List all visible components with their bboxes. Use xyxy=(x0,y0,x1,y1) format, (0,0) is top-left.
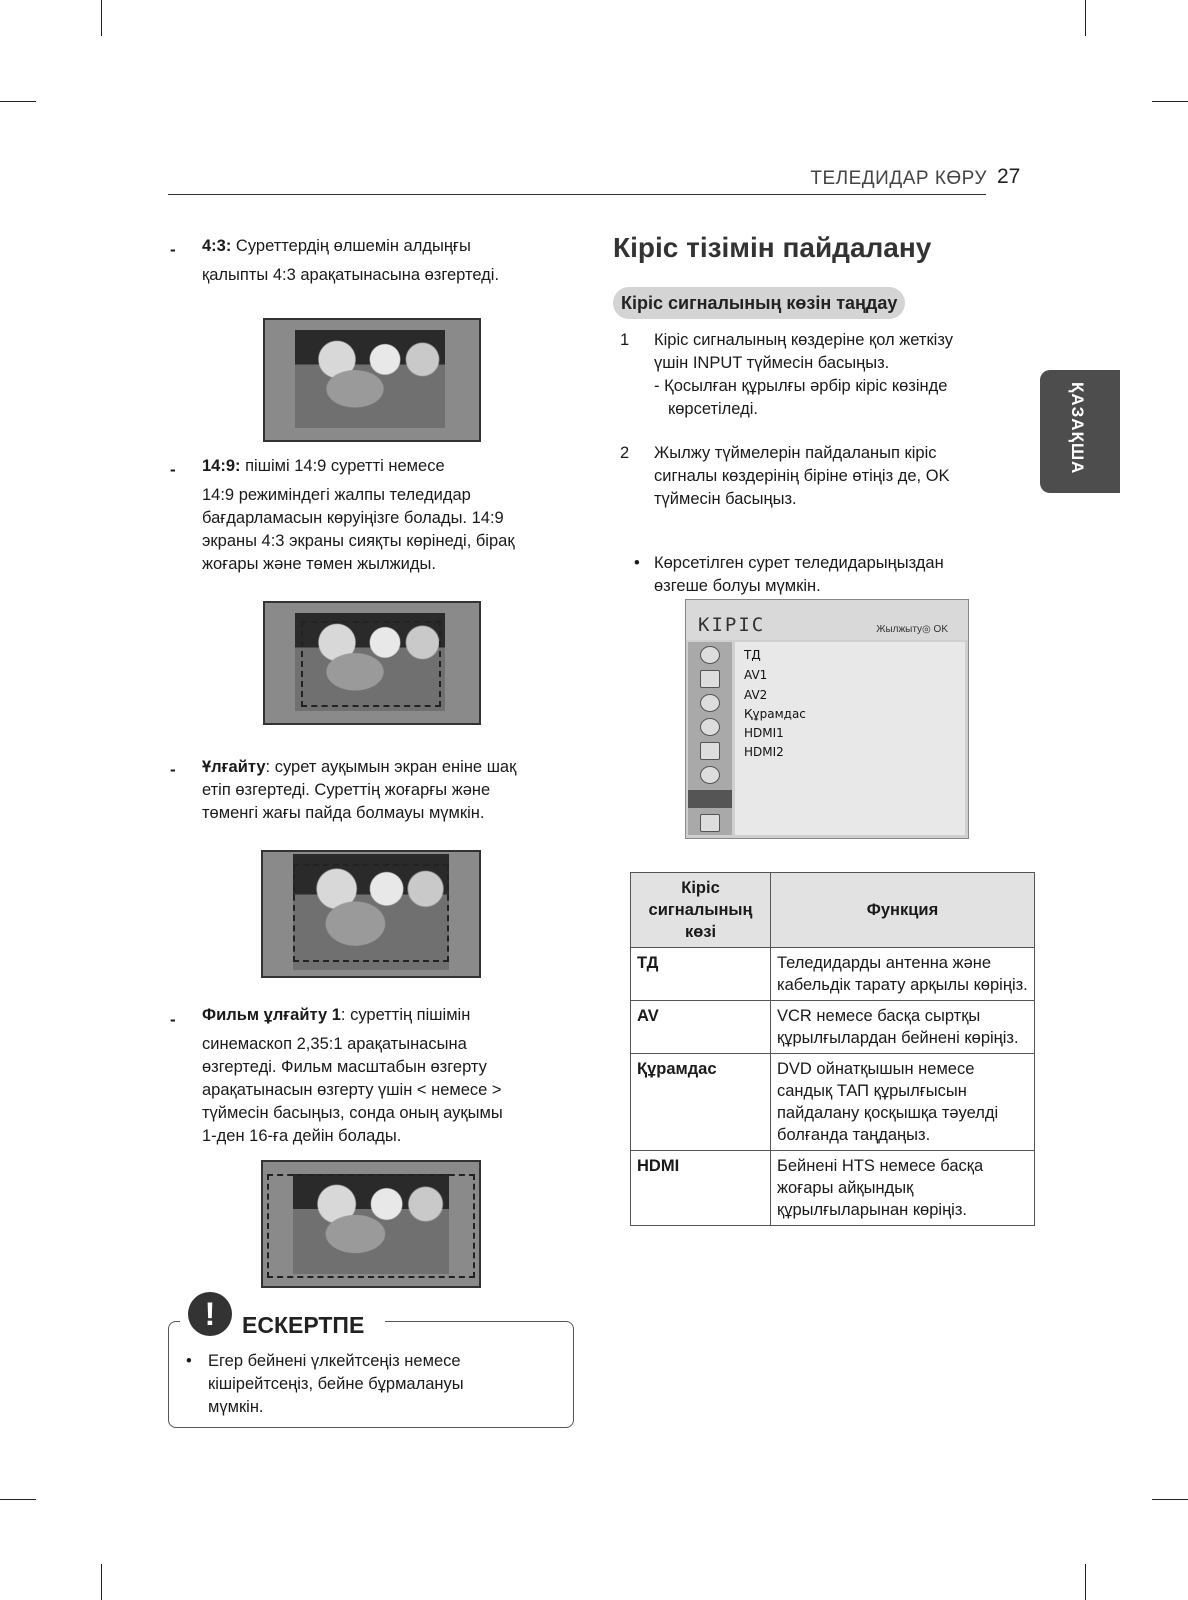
list-item-14-9 xyxy=(202,455,572,576)
language-tab-label: ҚАЗАҚША xyxy=(1068,382,1087,475)
step-line: сигналы көздерінің біріне өтіңіз де, OK xyxy=(654,467,950,485)
lock-icon xyxy=(700,766,720,784)
list-item-term: Фильм ұлғайту 1 xyxy=(202,1006,341,1024)
note-bullet: • xyxy=(186,1352,192,1370)
step-line: түймесін басыңыз. xyxy=(654,490,797,508)
step-1-text xyxy=(654,329,1014,421)
table-cell: ТД xyxy=(631,948,771,1001)
table-header-row xyxy=(631,873,1035,948)
crop-mark xyxy=(101,1564,102,1600)
menu-item: AV2 xyxy=(744,688,768,702)
input-menu-screenshot xyxy=(685,599,969,839)
input-source-table xyxy=(630,872,1035,1226)
list-item-cinema-zoom xyxy=(202,1004,572,1148)
table-row xyxy=(631,1001,1035,1054)
picture-icon xyxy=(700,670,720,688)
list-item-text: қалыпты 4:3 арақатынасына өзгертеді. xyxy=(202,266,500,284)
usb-icon xyxy=(700,814,720,832)
crop-frame xyxy=(267,1174,475,1278)
zoom-illustration xyxy=(261,850,481,978)
list-item-text: түймесін басыңыз, сонда оның ауқымы xyxy=(202,1104,503,1122)
table-row xyxy=(631,1054,1035,1151)
exclamation-icon: ! xyxy=(188,1292,232,1336)
table-cell: VCR немесе басқа сыртқы құрылғылардан бейнені көріңіз. xyxy=(771,1001,1035,1054)
list-item-text: экраны 4:3 экраны сияқты көрінеді, бірақ xyxy=(202,532,515,550)
list-item-text: бағдарламасын көруіңізге болады. 14:9 xyxy=(202,509,504,527)
list-item-text: жоғары және төмен жылжиды. xyxy=(202,555,436,573)
crop-mark xyxy=(1152,1499,1188,1500)
list-item-text: етіп өзгертеді. Суреттің жоғарғы және xyxy=(202,781,491,799)
crop-mark xyxy=(1085,1564,1086,1600)
menu-list xyxy=(735,642,965,835)
step-line: Жылжу түймелерін пайдаланып кіріс xyxy=(654,444,937,462)
bullet-line: Көрсетілген сурет теледидарыңыздан xyxy=(654,554,944,572)
table-cell: Бейнені HTS немесе басқа жоғары айқындық құрылғыларынан көріңіз. xyxy=(771,1151,1035,1226)
menu-hint: Жылжыту◎ OK xyxy=(876,624,948,635)
menu-header xyxy=(686,600,968,640)
menu-title: КІРІС xyxy=(698,614,766,636)
aspect-4-3-illustration xyxy=(263,318,481,442)
crop-frame xyxy=(301,621,441,707)
list-item-term: 14:9: xyxy=(202,457,241,475)
list-item-text: төменгі жағы пайда болмауы мүмкін. xyxy=(202,804,485,822)
step-line: көрсетіледі. xyxy=(668,400,758,418)
note-line: кішірейтсеңіз, бейне бұрмалануы xyxy=(208,1375,464,1393)
crop-mark xyxy=(101,0,102,36)
section-header: ТЕЛЕДИДАР КӨРУ xyxy=(810,168,987,189)
step-number: 2 xyxy=(620,444,630,462)
crop-mark xyxy=(1085,0,1086,36)
list-item-text: : сурет ауқымын экран еніне шақ xyxy=(265,758,517,776)
step-line: - Қосылған құрылғы әрбір кіріс көзінде xyxy=(654,377,948,395)
step-2-text xyxy=(654,442,1014,511)
option-icon xyxy=(700,742,720,760)
table-header: Функция xyxy=(771,873,1035,948)
note-line: Егер бейнені үлкейтсеңіз немесе xyxy=(208,1352,461,1370)
table-cell: Теледидарды антенна және кабельдік тарату арқылы көріңіз. xyxy=(771,948,1035,1001)
list-item-text: өзгертеді. Фильм масштабын өзгерту xyxy=(202,1058,487,1076)
header-rule xyxy=(168,194,986,195)
menu-item: Құрамдас xyxy=(744,707,806,721)
list-item-text: синемаскоп 2,35:1 арақатынасына xyxy=(202,1035,467,1053)
list-item-text: 1-ден 16-ға дейін болады. xyxy=(202,1127,402,1145)
list-item-text: арақатынасын өзгерту үшін < немесе > xyxy=(202,1081,502,1099)
menu-icon-column xyxy=(688,642,732,835)
crop-frame xyxy=(293,864,449,962)
menu-item: HDMI1 xyxy=(744,726,784,740)
table-row xyxy=(631,1151,1035,1226)
list-dash: - xyxy=(170,240,176,259)
list-item-text: Суреттердің өлшемін алдыңғы xyxy=(231,237,471,255)
list-item-term: Ұлғайту xyxy=(202,758,266,776)
bullet-text xyxy=(654,552,1014,598)
step-number: 1 xyxy=(620,331,630,349)
input-icon xyxy=(688,790,732,808)
table-row xyxy=(631,948,1035,1001)
table-cell: HDMI xyxy=(631,1151,771,1226)
cinema-zoom-illustration xyxy=(261,1160,481,1288)
crop-mark xyxy=(0,1499,36,1500)
step-line: үшін INPUT түймесін басыңыз. xyxy=(654,354,890,372)
list-dash: - xyxy=(170,1010,176,1029)
crop-mark xyxy=(0,101,36,102)
list-item-term: 4:3: xyxy=(202,237,232,255)
language-tab xyxy=(1040,370,1120,493)
page-number: 27 xyxy=(997,165,1021,188)
step-line: Кіріс сигналының көздеріне қол жеткізу xyxy=(654,331,953,349)
note-title: ЕСКЕРТПЕ xyxy=(242,1312,365,1338)
list-dash: - xyxy=(170,460,176,479)
note-line: мүмкін. xyxy=(208,1398,264,1416)
list-item-text: 14:9 режиміндегі жалпы теледидар xyxy=(202,486,471,504)
list-dash: - xyxy=(170,760,176,779)
section-title: Кіріс тізімін пайдалану xyxy=(613,232,932,263)
note-text xyxy=(208,1350,558,1419)
subsection-title: Кіріс сигналының көзін таңдау xyxy=(613,287,905,319)
audio-icon xyxy=(700,694,720,712)
table-cell: DVD ойнатқышын немесе сандық ТАП құрылғысын пайдалану қосқышқа тәуелді болғанда таңдаңыз. xyxy=(771,1054,1035,1151)
table-cell: Құрамдас xyxy=(631,1054,771,1151)
crop-mark xyxy=(1152,101,1188,102)
menu-item: AV1 xyxy=(744,668,768,682)
menu-item: ТД xyxy=(744,648,761,662)
list-item-text: : суреттің пішімін xyxy=(340,1006,471,1024)
list-item-zoom xyxy=(202,756,572,825)
bullet-line: өзгеше болуы мүмкін. xyxy=(654,577,821,595)
table-header: Кіріс сигналының көзі xyxy=(631,873,771,948)
sample-picture xyxy=(295,330,445,428)
setup-icon xyxy=(700,646,720,664)
list-item-4-3 xyxy=(202,235,572,287)
time-icon xyxy=(700,718,720,736)
aspect-14-9-illustration xyxy=(263,601,481,725)
menu-item: HDMI2 xyxy=(744,745,784,759)
list-item-text: пішімі 14:9 суретті немесе xyxy=(240,457,445,475)
bullet: • xyxy=(634,554,640,572)
table-cell: AV xyxy=(631,1001,771,1054)
